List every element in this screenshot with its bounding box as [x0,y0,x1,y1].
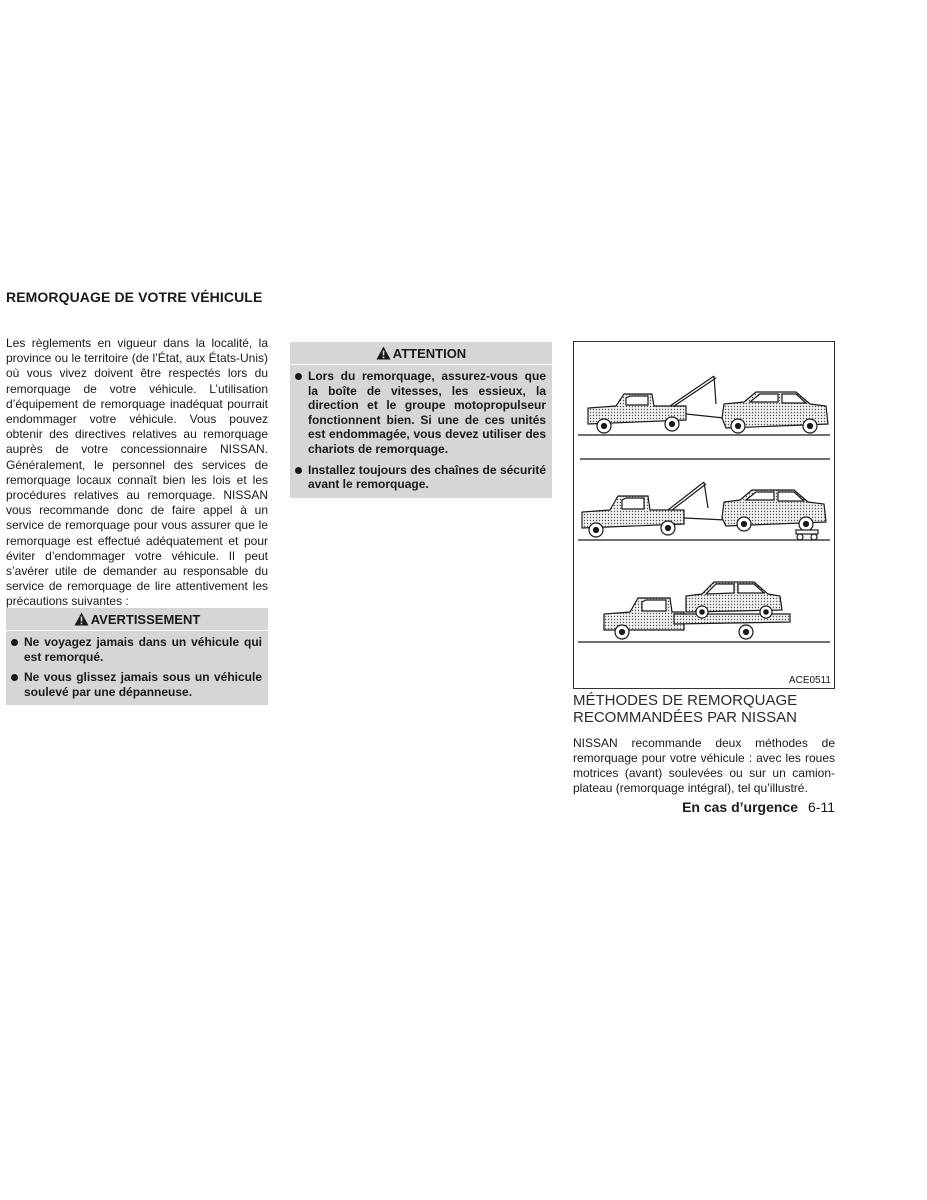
bullet-dot-icon [295,467,302,474]
tow-truck-scene-2 [578,482,830,540]
avertissement-title: AVERTISSEMENT [90,612,201,627]
attention-list [290,369,552,492]
list-item: Ne vous glissez jamais sous un véhicule soulevé par une dépanneuse. [10,670,262,699]
list-item: Lors du remorquage, assurez-vous que la boîte de vitesses, les essieux, la direction et le groupe motopropulseur fonctionnent bien. Si une de ces unités est endommagée, vous devez utiliser des chariots de remorquage. [294,369,546,457]
list-item: Ne voyagez jamais dans un véhicule qui est remorqué. [10,635,262,664]
avertissement-header [6,608,268,631]
tow-truck-scene-1 [578,376,830,435]
attention-title: ATTENTION [392,346,467,361]
attention-header [290,342,552,365]
towing-illustration [574,342,834,688]
figure-code: ACE0511 [788,675,831,686]
avertissement-box [6,608,268,705]
attention-box [290,342,552,498]
flatbed-scene [578,582,830,642]
methods-title-line-2: RECOMMANDÉES PAR NISSAN [573,709,797,726]
bullet-dot-icon [11,674,18,681]
methods-title [573,692,835,726]
chapter-title: En cas d’urgence [682,799,799,815]
towing-methods-figure [573,341,835,689]
intro-paragraph: Les règlements en vigueur dans la localité, la province ou le territoire (de l’État, aux États-Unis) où vous vivez doivent être respectés lors du remorquage de votre véhicule. L’utilisation d’équipement de remorquage inadéquat pourrait endommager votre véhicule. Vous pouvez obtenir des directives relatives au remorquage auprès de votre concessionnaire NISSAN. Généralement, le personnel des services de remorquage locaux connaît bien les lois et les procédures relatives au remorquage. NISSAN vous recommande donc de faire appel à un service de remorquage pour vous assurer que le remorquage est effectué adéquatement et pour éviter d’endommager votre véhicule. Il peut s’avérer utile de demander au responsable du service de remorquage de lire attentivement les précautions suivantes : [6,336,268,609]
list-item: Installez toujours des chaînes de sécurité avant le remorquage. [294,463,546,492]
bullet-dot-icon [11,639,18,646]
page-number: 6-11 [808,799,835,815]
page-footer [682,799,835,815]
methods-title-line-1: MÉTHODES DE REMORQUAGE [573,692,798,709]
warning-triangle-icon [376,346,391,360]
section-title: REMORQUAGE DE VOTRE VÉHICULE [6,289,263,305]
warning-triangle-icon [74,612,89,626]
bullet-dot-icon [295,373,302,380]
avertissement-list [6,635,268,699]
methods-paragraph: NISSAN recommande deux méthodes de remorquage pour votre véhicule : avec les roues motrices (avant) soulevées ou sur un camion-plateau (remorquage intégral), tel qu’illustré. [573,736,835,795]
